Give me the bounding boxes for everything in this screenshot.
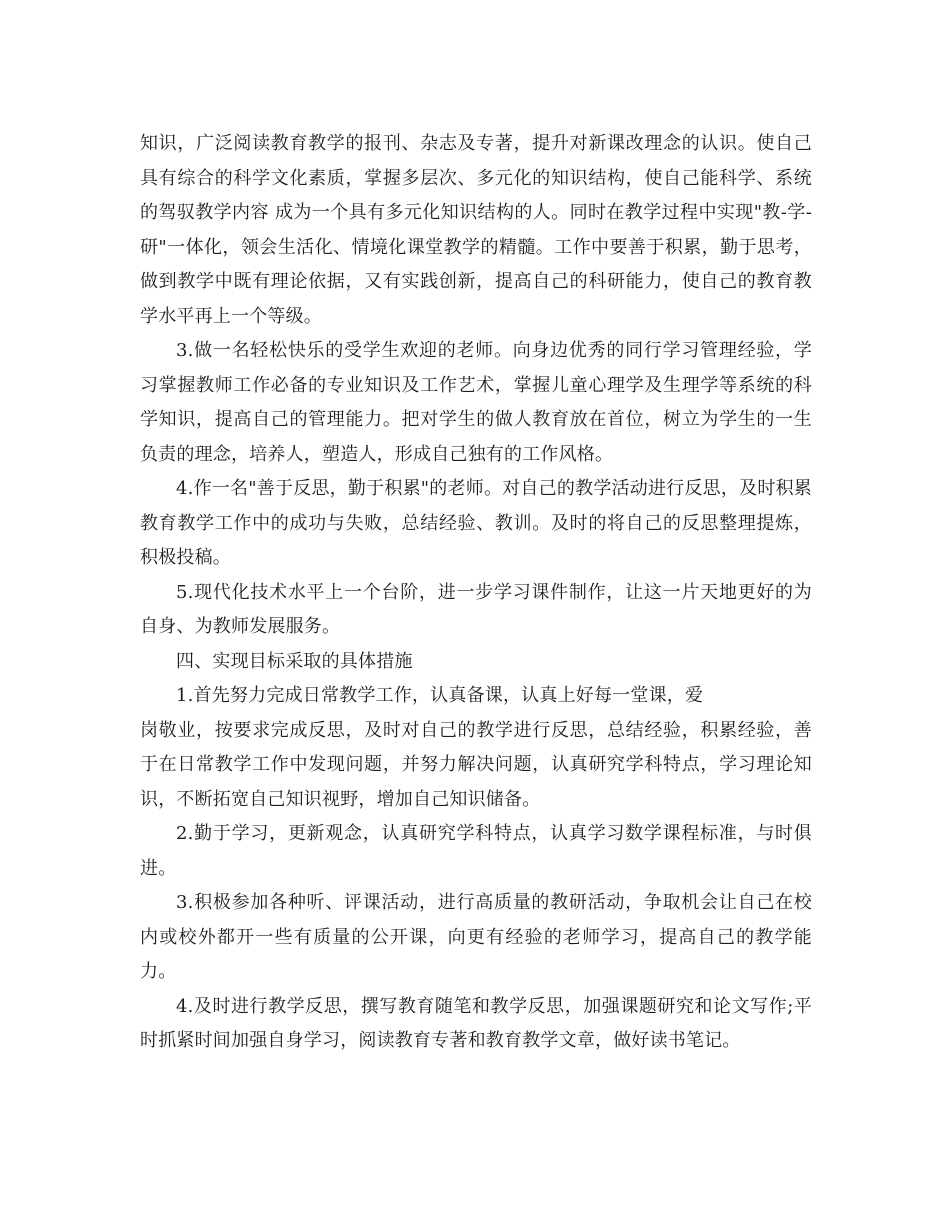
paragraph-measure-3: 3.积极参加各种听、评课活动，进行高质量的教研活动，争取机会让自己在校内或校外都开一些有质量的公开课，向更有经验的老师学习，提高自己的教学能力。 bbox=[140, 892, 812, 982]
paragraph-goal-4: 4.作一名"善于反思，勤于积累"的老师。对自己的教学活动进行反思，及时积累教育教学工作中的成功与失败，总结经验、教训。及时的将自己的反思整理提炼，积极投稿。 bbox=[140, 478, 812, 568]
paragraph-measure-4: 4.及时进行教学反思，撰写教育随笔和教学反思，加强课题研究和论文写作;平时抓紧时间加强自身学习，阅读教育专著和教育教学文章，做好读书笔记。 bbox=[140, 995, 812, 1051]
section-heading-measures: 四、实现目标采取的具体措施 bbox=[176, 650, 413, 672]
paragraph-goal-5: 5.现代化技术水平上一个台阶，进一步学习课件制作，让这一片天地更好的为自身、为教师发展服务。 bbox=[140, 581, 812, 637]
paragraph-measure-1-continued: 岗敬业，按要求完成反思，及时对自己的教学进行反思，总结经验，积累经验，善于在日常教学工作中发现问题，并努力解决问题，认真研究学科特点，学习理论知识，不断拓宽自己知识视野，增加自己知识储备。 bbox=[140, 719, 812, 810]
paragraph-measure-2: 2.勤于学习，更新观念，认真研究学科特点，认真学习数学课程标准，与时俱进。 bbox=[140, 823, 812, 879]
paragraph-continued-knowledge: 知识，广泛阅读教育教学的报刊、杂志及专著，提升对新课改理念的认识。使自己具有综合的科学文化素质，掌握多层次、多元化的知识结构，使自己能科学、系统的驾驭教学内容 成为一个具有多元化知识结构的人。同时在教学过程中实现"教-学-研"一体化，领会生活化、情境化课堂教学的精髓。工作中要善于积累，勤于思考，做到教学中既有理论依据，又有实践创新，提高自己的科研能力，使自己的教育教学水平再上一个等级。 bbox=[140, 133, 812, 327]
document-page bbox=[140, 127, 812, 1059]
paragraph-measure-1: 1.首先努力完成日常教学工作，认真备课，认真上好每一堂课，爱 bbox=[176, 685, 704, 706]
paragraph-goal-3: 3.做一名轻松快乐的受学生欢迎的老师。向身边优秀的同行学习管理经验，学习掌握教师工作必备的专业知识及工作艺术，掌握儿童心理学及生理学等系统的科学知识，提高自己的管理能力。把对学生的做人教育放在首位，树立为学生的一生负责的理念，培养人，塑造人，形成自己独有的工作风格。 bbox=[140, 340, 812, 465]
